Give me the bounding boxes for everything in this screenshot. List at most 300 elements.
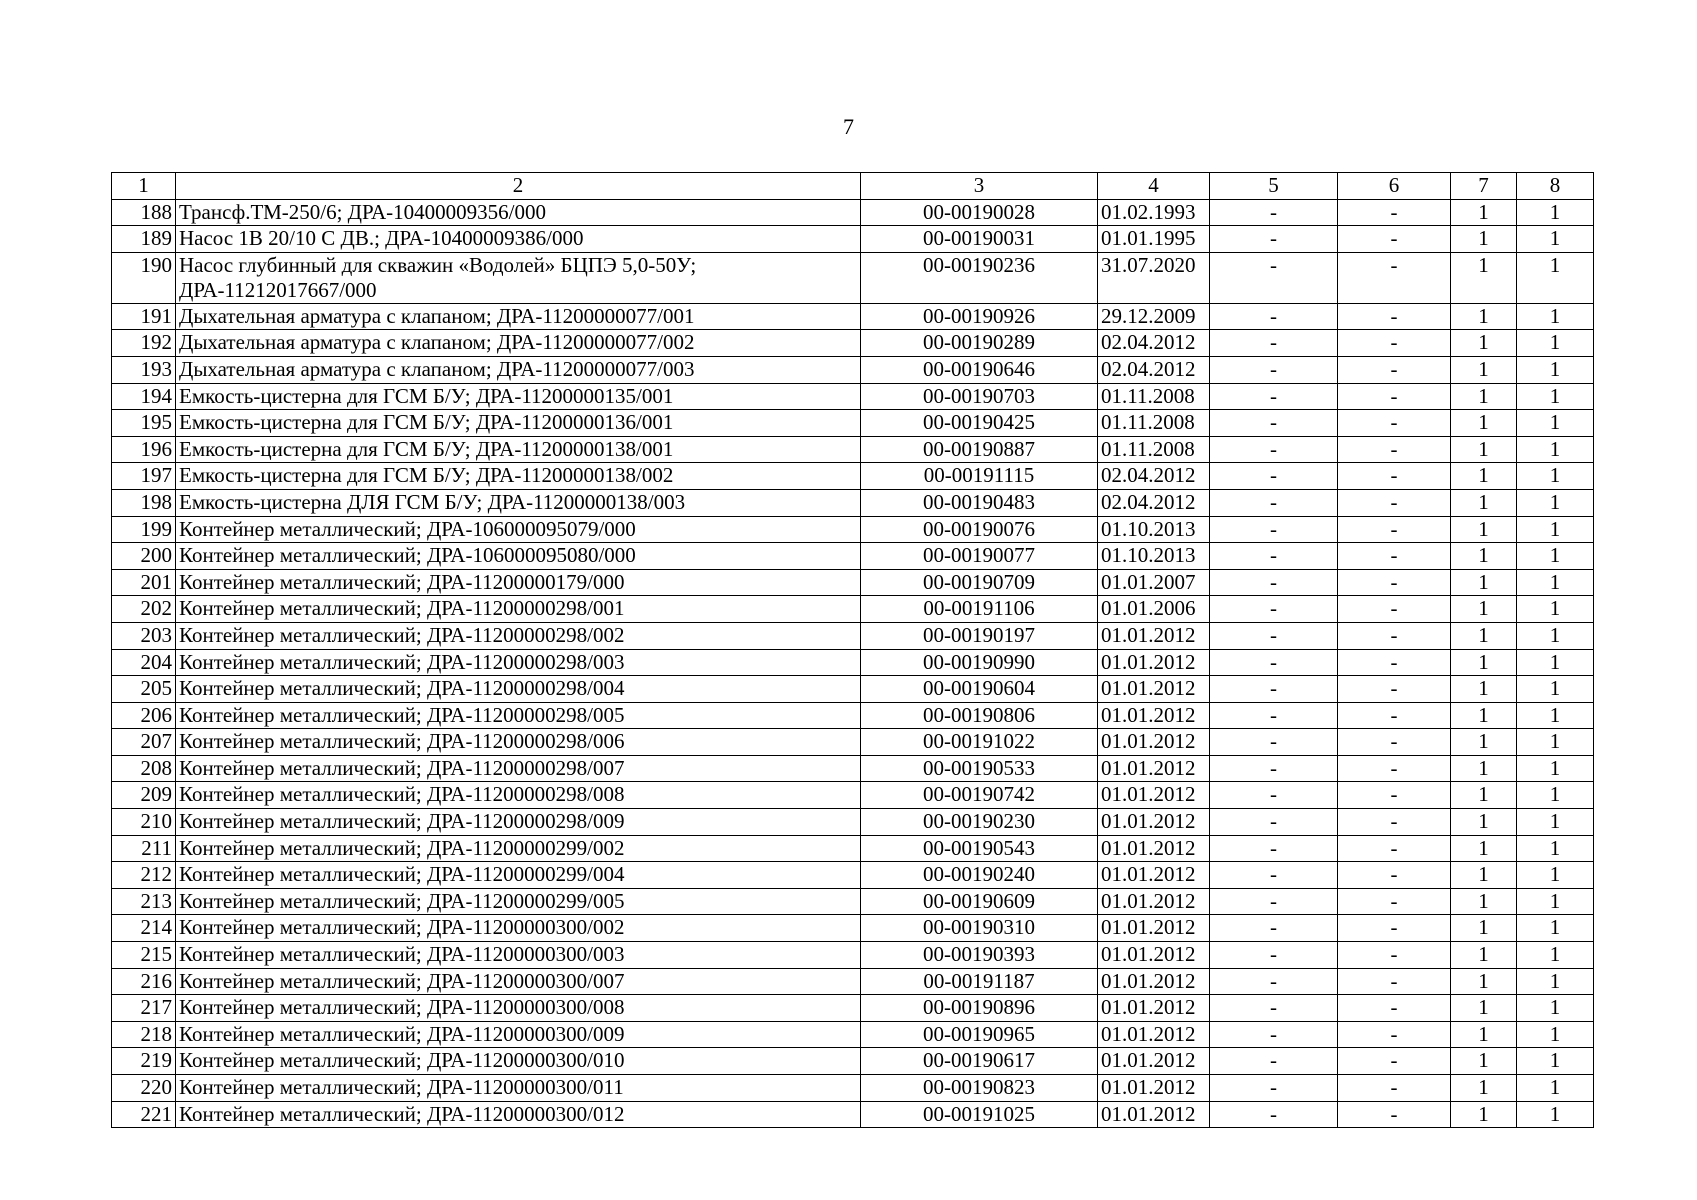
item-name-cell: Контейнер металлический; ДРА-11200000179/000 (176, 569, 861, 596)
col5-cell: - (1210, 436, 1338, 463)
col5-cell: - (1210, 835, 1338, 862)
col7-cell: 1 (1451, 330, 1517, 357)
row-number-cell: 205 (112, 676, 176, 703)
col7-cell: 1 (1451, 1075, 1517, 1102)
col6-cell: - (1338, 463, 1451, 490)
row-number-cell: 204 (112, 649, 176, 676)
date-cell: 01.01.2012 (1098, 862, 1210, 889)
col7-cell: 1 (1451, 649, 1517, 676)
col7-cell: 1 (1451, 755, 1517, 782)
date-cell: 01.01.1995 (1098, 226, 1210, 253)
col6-cell: - (1338, 1021, 1451, 1048)
col8-cell: 1 (1517, 569, 1594, 596)
col8-cell: 1 (1517, 1075, 1594, 1102)
col6-cell: - (1338, 226, 1451, 253)
column-header: 8 (1517, 173, 1594, 200)
col6-cell: - (1338, 622, 1451, 649)
col8-cell: 1 (1517, 1101, 1594, 1128)
table-row (112, 862, 1594, 889)
item-name-cell: Контейнер металлический; ДРА-11200000298/009 (176, 809, 861, 836)
table-row (112, 942, 1594, 969)
col7-cell: 1 (1451, 226, 1517, 253)
table-row (112, 1101, 1594, 1128)
row-number-cell: 207 (112, 729, 176, 756)
col7-cell: 1 (1451, 968, 1517, 995)
table-row (112, 436, 1594, 463)
table-row (112, 252, 1594, 303)
col5-cell: - (1210, 516, 1338, 543)
item-name-cell: Дыхательная арматура с клапаном; ДРА-11200000077/001 (176, 303, 861, 330)
col8-cell: 1 (1517, 915, 1594, 942)
col8-cell: 1 (1517, 226, 1594, 253)
column-header: 4 (1098, 173, 1210, 200)
col8-cell: 1 (1517, 303, 1594, 330)
row-number-cell: 193 (112, 356, 176, 383)
table-row (112, 383, 1594, 410)
row-number-cell: 208 (112, 755, 176, 782)
table-row (112, 809, 1594, 836)
col6-cell: - (1338, 862, 1451, 889)
item-name-cell: Контейнер металлический; ДРА-11200000298/008 (176, 782, 861, 809)
row-number-cell: 192 (112, 330, 176, 357)
date-cell: 01.01.2012 (1098, 1101, 1210, 1128)
column-header: 7 (1451, 173, 1517, 200)
inventory-code-cell: 00-00191022 (861, 729, 1098, 756)
col7-cell: 1 (1451, 410, 1517, 437)
item-name-cell: Емкость-цистерна для ГСМ Б/У; ДРА-11200000138/002 (176, 463, 861, 490)
col6-cell: - (1338, 968, 1451, 995)
date-cell: 01.11.2008 (1098, 436, 1210, 463)
col5-cell: - (1210, 995, 1338, 1022)
col7-cell: 1 (1451, 862, 1517, 889)
col7-cell: 1 (1451, 995, 1517, 1022)
col7-cell: 1 (1451, 888, 1517, 915)
table-row (112, 1075, 1594, 1102)
date-cell: 01.11.2008 (1098, 410, 1210, 437)
inventory-code-cell: 00-00190742 (861, 782, 1098, 809)
table-row (112, 516, 1594, 543)
inventory-code-cell: 00-00190965 (861, 1021, 1098, 1048)
row-number-cell: 198 (112, 489, 176, 516)
col8-cell: 1 (1517, 729, 1594, 756)
date-cell: 01.11.2008 (1098, 383, 1210, 410)
col8-cell: 1 (1517, 1021, 1594, 1048)
col5-cell: - (1210, 649, 1338, 676)
table-row (112, 226, 1594, 253)
inventory-code-cell: 00-00190393 (861, 942, 1098, 969)
inventory-code-cell: 00-00190823 (861, 1075, 1098, 1102)
table-body (112, 173, 1594, 1128)
item-name-cell: Контейнер металлический; ДРА-11200000300/002 (176, 915, 861, 942)
col7-cell: 1 (1451, 516, 1517, 543)
inventory-code-cell: 00-00190197 (861, 622, 1098, 649)
row-number-cell: 195 (112, 410, 176, 437)
col7-cell: 1 (1451, 383, 1517, 410)
col7-cell: 1 (1451, 702, 1517, 729)
col8-cell: 1 (1517, 835, 1594, 862)
col8-cell: 1 (1517, 676, 1594, 703)
col7-cell: 1 (1451, 782, 1517, 809)
col5-cell: - (1210, 356, 1338, 383)
inventory-code-cell: 00-00190926 (861, 303, 1098, 330)
col7-cell: 1 (1451, 729, 1517, 756)
row-number-cell: 217 (112, 995, 176, 1022)
table-row (112, 330, 1594, 357)
col6-cell: - (1338, 676, 1451, 703)
col5-cell: - (1210, 330, 1338, 357)
date-cell: 01.01.2012 (1098, 755, 1210, 782)
col5-cell: - (1210, 569, 1338, 596)
row-number-cell: 210 (112, 809, 176, 836)
item-name-cell: Контейнер металлический; ДРА-11200000300/008 (176, 995, 861, 1022)
table-row (112, 1021, 1594, 1048)
inventory-code-cell: 00-00190604 (861, 676, 1098, 703)
row-number-cell: 211 (112, 835, 176, 862)
date-cell: 01.01.2006 (1098, 596, 1210, 623)
item-name-cell: Контейнер металлический; ДРА-11200000299/005 (176, 888, 861, 915)
col5-cell: - (1210, 1021, 1338, 1048)
col7-cell: 1 (1451, 596, 1517, 623)
col6-cell: - (1338, 755, 1451, 782)
table-row (112, 835, 1594, 862)
col5-cell: - (1210, 252, 1338, 303)
date-cell: 01.01.2012 (1098, 782, 1210, 809)
col7-cell: 1 (1451, 252, 1517, 303)
date-cell: 01.01.2012 (1098, 622, 1210, 649)
col8-cell: 1 (1517, 649, 1594, 676)
date-cell: 02.04.2012 (1098, 463, 1210, 490)
date-cell: 01.01.2012 (1098, 676, 1210, 703)
item-name-cell: Контейнер металлический; ДРА-11200000298/004 (176, 676, 861, 703)
item-name-cell: Контейнер металлический; ДРА-11200000300/009 (176, 1021, 861, 1048)
col8-cell: 1 (1517, 755, 1594, 782)
inventory-code-cell: 00-00190806 (861, 702, 1098, 729)
date-cell: 01.01.2007 (1098, 569, 1210, 596)
table-row (112, 755, 1594, 782)
item-name-cell: Контейнер металлический; ДРА-11200000298/005 (176, 702, 861, 729)
col5-cell: - (1210, 596, 1338, 623)
column-header: 6 (1338, 173, 1451, 200)
inventory-code-cell: 00-00190483 (861, 489, 1098, 516)
date-cell: 29.12.2009 (1098, 303, 1210, 330)
col6-cell: - (1338, 489, 1451, 516)
row-number-cell: 221 (112, 1101, 176, 1128)
col8-cell: 1 (1517, 330, 1594, 357)
col7-cell: 1 (1451, 436, 1517, 463)
inventory-code-cell: 00-00190646 (861, 356, 1098, 383)
page-number: 7 (843, 114, 854, 139)
date-cell: 01.10.2013 (1098, 543, 1210, 570)
item-name-cell: Дыхательная арматура с клапаном; ДРА-11200000077/002 (176, 330, 861, 357)
table-row (112, 410, 1594, 437)
col8-cell: 1 (1517, 410, 1594, 437)
col5-cell: - (1210, 809, 1338, 836)
table-row (112, 569, 1594, 596)
inventory-code-cell: 00-00190236 (861, 252, 1098, 303)
col6-cell: - (1338, 543, 1451, 570)
row-number-cell: 213 (112, 888, 176, 915)
col7-cell: 1 (1451, 1048, 1517, 1075)
col8-cell: 1 (1517, 543, 1594, 570)
col5-cell: - (1210, 755, 1338, 782)
item-name-cell: Насос 1В 20/10 С ДВ.; ДРА-10400009386/000 (176, 226, 861, 253)
item-name-cell: Контейнер металлический; ДРА-11200000299/002 (176, 835, 861, 862)
col7-cell: 1 (1451, 303, 1517, 330)
inventory-code-cell: 00-00190709 (861, 569, 1098, 596)
col7-cell: 1 (1451, 569, 1517, 596)
col5-cell: - (1210, 489, 1338, 516)
col5-cell: - (1210, 1048, 1338, 1075)
inventory-code-cell: 00-00191115 (861, 463, 1098, 490)
date-cell: 02.04.2012 (1098, 489, 1210, 516)
date-cell: 01.01.2012 (1098, 649, 1210, 676)
row-number-cell: 214 (112, 915, 176, 942)
col6-cell: - (1338, 252, 1451, 303)
column-header: 1 (112, 173, 176, 200)
inventory-table (111, 172, 1594, 1128)
col5-cell: - (1210, 199, 1338, 226)
col7-cell: 1 (1451, 1021, 1517, 1048)
col6-cell: - (1338, 915, 1451, 942)
col6-cell: - (1338, 356, 1451, 383)
date-cell: 01.01.2012 (1098, 968, 1210, 995)
col5-cell: - (1210, 226, 1338, 253)
table-row (112, 676, 1594, 703)
col8-cell: 1 (1517, 968, 1594, 995)
item-name-cell: Емкость-цистерна для ГСМ Б/У; ДРА-11200000138/001 (176, 436, 861, 463)
table-row (112, 1048, 1594, 1075)
date-cell: 31.07.2020 (1098, 252, 1210, 303)
row-number-cell: 209 (112, 782, 176, 809)
date-cell: 02.04.2012 (1098, 356, 1210, 383)
inventory-code-cell: 00-00190230 (861, 809, 1098, 836)
item-name-cell: Контейнер металлический; ДРА-11200000300/011 (176, 1075, 861, 1102)
inventory-code-cell: 00-00190425 (861, 410, 1098, 437)
inventory-code-cell: 00-00190077 (861, 543, 1098, 570)
col8-cell: 1 (1517, 356, 1594, 383)
row-number-cell: 190 (112, 252, 176, 303)
inventory-code-cell: 00-00190533 (861, 755, 1098, 782)
col8-cell: 1 (1517, 252, 1594, 303)
table-row (112, 888, 1594, 915)
date-cell: 01.10.2013 (1098, 516, 1210, 543)
inventory-code-cell: 00-00190028 (861, 199, 1098, 226)
item-name-cell: Емкость-цистерна ДЛЯ ГСМ Б/У; ДРА-11200000138/003 (176, 489, 861, 516)
table-row (112, 968, 1594, 995)
item-name-cell: Контейнер металлический; ДРА-11200000300/007 (176, 968, 861, 995)
row-number-cell: 194 (112, 383, 176, 410)
col6-cell: - (1338, 569, 1451, 596)
item-name-cell: Контейнер металлический; ДРА-11200000300/003 (176, 942, 861, 969)
row-number-cell: 200 (112, 543, 176, 570)
inventory-code-cell: 00-00190703 (861, 383, 1098, 410)
row-number-cell: 219 (112, 1048, 176, 1075)
table-row (112, 356, 1594, 383)
col7-cell: 1 (1451, 676, 1517, 703)
col8-cell: 1 (1517, 489, 1594, 516)
table-row (112, 729, 1594, 756)
col8-cell: 1 (1517, 622, 1594, 649)
inventory-code-cell: 00-00190076 (861, 516, 1098, 543)
date-cell: 01.01.2012 (1098, 809, 1210, 836)
col7-cell: 1 (1451, 622, 1517, 649)
col8-cell: 1 (1517, 782, 1594, 809)
table-row (112, 199, 1594, 226)
table-row (112, 995, 1594, 1022)
col8-cell: 1 (1517, 1048, 1594, 1075)
item-name-cell: Емкость-цистерна для ГСМ Б/У; ДРА-11200000135/001 (176, 383, 861, 410)
table-row (112, 303, 1594, 330)
col7-cell: 1 (1451, 199, 1517, 226)
col5-cell: - (1210, 942, 1338, 969)
col8-cell: 1 (1517, 516, 1594, 543)
col5-cell: - (1210, 676, 1338, 703)
col8-cell: 1 (1517, 383, 1594, 410)
item-name-cell: Контейнер металлический; ДРА-11200000298/006 (176, 729, 861, 756)
row-number-cell: 203 (112, 622, 176, 649)
item-name-cell: Контейнер металлический; ДРА-11200000300/010 (176, 1048, 861, 1075)
item-name-cell: Насос глубинный для скважин «Водолей» БЦПЭ 5,0-50У; ДРА-11212017667/000 (176, 252, 861, 303)
inventory-code-cell: 00-00191025 (861, 1101, 1098, 1128)
date-cell: 01.01.2012 (1098, 1048, 1210, 1075)
col5-cell: - (1210, 543, 1338, 570)
date-cell: 02.04.2012 (1098, 330, 1210, 357)
row-number-cell: 206 (112, 702, 176, 729)
col8-cell: 1 (1517, 596, 1594, 623)
row-number-cell: 220 (112, 1075, 176, 1102)
row-number-cell: 218 (112, 1021, 176, 1048)
row-number-cell: 215 (112, 942, 176, 969)
date-cell: 01.01.2012 (1098, 942, 1210, 969)
row-number-cell: 191 (112, 303, 176, 330)
table-row (112, 489, 1594, 516)
col7-cell: 1 (1451, 463, 1517, 490)
table-row (112, 622, 1594, 649)
table-row (112, 463, 1594, 490)
table-row (112, 596, 1594, 623)
item-name-cell: Контейнер металлический; ДРА-11200000298/001 (176, 596, 861, 623)
column-header: 3 (861, 173, 1098, 200)
col6-cell: - (1338, 729, 1451, 756)
item-name-cell: Трансф.ТМ-250/6; ДРА-10400009356/000 (176, 199, 861, 226)
table-row (112, 543, 1594, 570)
col6-cell: - (1338, 596, 1451, 623)
col6-cell: - (1338, 1101, 1451, 1128)
col5-cell: - (1210, 383, 1338, 410)
date-cell: 01.01.2012 (1098, 1021, 1210, 1048)
col7-cell: 1 (1451, 915, 1517, 942)
date-cell: 01.01.2012 (1098, 702, 1210, 729)
row-number-cell: 201 (112, 569, 176, 596)
col5-cell: - (1210, 968, 1338, 995)
col8-cell: 1 (1517, 888, 1594, 915)
col5-cell: - (1210, 729, 1338, 756)
col8-cell: 1 (1517, 942, 1594, 969)
item-name-cell: Контейнер металлический; ДРА-106000095079/000 (176, 516, 861, 543)
col6-cell: - (1338, 436, 1451, 463)
col5-cell: - (1210, 1101, 1338, 1128)
inventory-code-cell: 00-00190609 (861, 888, 1098, 915)
col5-cell: - (1210, 862, 1338, 889)
col6-cell: - (1338, 702, 1451, 729)
inventory-code-cell: 00-00190887 (861, 436, 1098, 463)
item-name-cell: Контейнер металлический; ДРА-11200000300/012 (176, 1101, 861, 1128)
date-cell: 01.01.2012 (1098, 1075, 1210, 1102)
row-number-cell: 212 (112, 862, 176, 889)
item-name-cell: Контейнер металлический; ДРА-106000095080/000 (176, 543, 861, 570)
col6-cell: - (1338, 809, 1451, 836)
column-header: 5 (1210, 173, 1338, 200)
col6-cell: - (1338, 410, 1451, 437)
item-name-cell: Дыхательная арматура с клапаном; ДРА-11200000077/003 (176, 356, 861, 383)
row-number-cell: 189 (112, 226, 176, 253)
inventory-code-cell: 00-00191187 (861, 968, 1098, 995)
col6-cell: - (1338, 995, 1451, 1022)
item-name-cell: Емкость-цистерна для ГСМ Б/У; ДРА-11200000136/001 (176, 410, 861, 437)
col6-cell: - (1338, 1075, 1451, 1102)
col6-cell: - (1338, 330, 1451, 357)
col5-cell: - (1210, 463, 1338, 490)
inventory-code-cell: 00-00190543 (861, 835, 1098, 862)
col7-cell: 1 (1451, 1101, 1517, 1128)
col8-cell: 1 (1517, 862, 1594, 889)
col8-cell: 1 (1517, 199, 1594, 226)
item-name-cell: Контейнер металлический; ДРА-11200000299/004 (176, 862, 861, 889)
date-cell: 01.01.2012 (1098, 915, 1210, 942)
col5-cell: - (1210, 702, 1338, 729)
table-row (112, 649, 1594, 676)
header-row (112, 173, 1594, 200)
row-number-cell: 196 (112, 436, 176, 463)
date-cell: 01.01.2012 (1098, 729, 1210, 756)
col7-cell: 1 (1451, 356, 1517, 383)
date-cell: 01.01.2012 (1098, 995, 1210, 1022)
col8-cell: 1 (1517, 995, 1594, 1022)
col5-cell: - (1210, 1075, 1338, 1102)
inventory-code-cell: 00-00190990 (861, 649, 1098, 676)
inventory-code-cell: 00-00190289 (861, 330, 1098, 357)
row-number-cell: 188 (112, 199, 176, 226)
col7-cell: 1 (1451, 543, 1517, 570)
col6-cell: - (1338, 888, 1451, 915)
date-cell: 01.01.2012 (1098, 835, 1210, 862)
col8-cell: 1 (1517, 463, 1594, 490)
row-number-cell: 202 (112, 596, 176, 623)
col8-cell: 1 (1517, 702, 1594, 729)
col8-cell: 1 (1517, 436, 1594, 463)
column-header: 2 (176, 173, 861, 200)
col6-cell: - (1338, 649, 1451, 676)
col8-cell: 1 (1517, 809, 1594, 836)
inventory-code-cell: 00-00190240 (861, 862, 1098, 889)
inventory-code-cell: 00-00190031 (861, 226, 1098, 253)
table-row (112, 782, 1594, 809)
row-number-cell: 197 (112, 463, 176, 490)
row-number-cell: 216 (112, 968, 176, 995)
col6-cell: - (1338, 835, 1451, 862)
col7-cell: 1 (1451, 809, 1517, 836)
date-cell: 01.02.1993 (1098, 199, 1210, 226)
inventory-code-cell: 00-00191106 (861, 596, 1098, 623)
col5-cell: - (1210, 622, 1338, 649)
col7-cell: 1 (1451, 835, 1517, 862)
col6-cell: - (1338, 1048, 1451, 1075)
col5-cell: - (1210, 888, 1338, 915)
item-name-cell: Контейнер металлический; ДРА-11200000298/002 (176, 622, 861, 649)
item-name-cell: Контейнер металлический; ДРА-11200000298/007 (176, 755, 861, 782)
row-number-cell: 199 (112, 516, 176, 543)
col5-cell: - (1210, 782, 1338, 809)
